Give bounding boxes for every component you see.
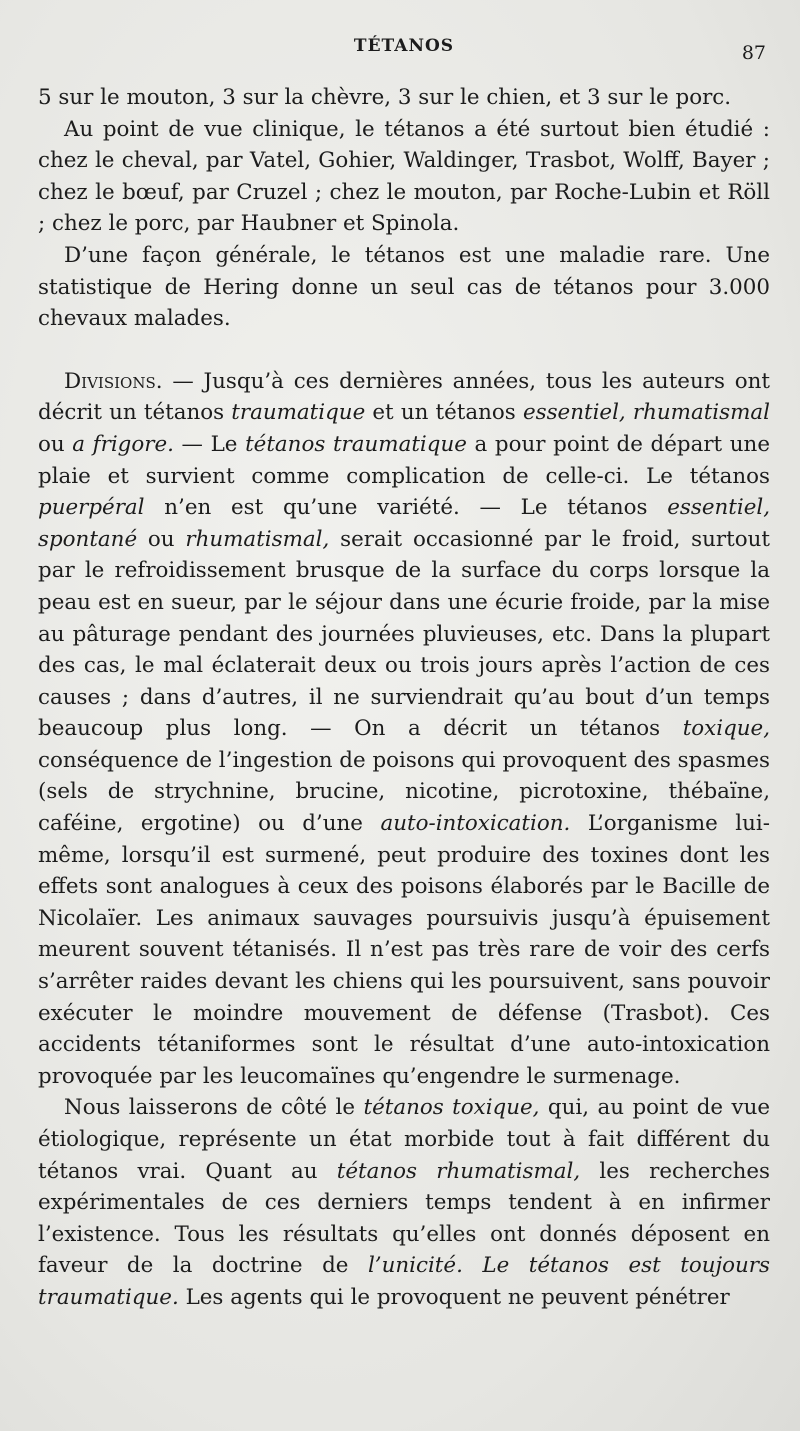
- text-run: L’organisme lui-même, lorsqu’il est surmené, peut produire des toxines dont les effets sont analogues à ceux des poisons élaborés par le Bacille de Nicolaïer. Les animaux sauvages poursuivis jusqu’à épuisement meurent souvent tétanisés. Il n’est pas très rare de voir des cerfs s’arrêter raides devant les chiens qui les poursuivent, sans pouvoir exécuter le moindre mouvement de défense (Trasbot). Ces accidents tétaniformes sont le résultat d’une auto-intoxication provoquée par les leucomaïnes qu’engendre le surmenage.: [38, 811, 770, 1089]
- running-title: TÉTANOS: [353, 36, 455, 56]
- text-run: et un tétanos: [365, 400, 523, 426]
- text-run: serait occasionné par le froid, surtout par le refroidissement brusque de la surface du corps lorsque la peau est en sueur, par le séjour dans une écurie froide, par la mise au pâturage pendant des journées pluvieuses, etc. Dans la plupart des cas, le mal éclaterait deux ou trois jours après l’action de ces causes ; dans d’autres, il ne surviendrait qu’au bout d’un temps beaucoup plus long. — On a décrit un tétanos: [38, 526, 770, 742]
- paragraph-divisions: [38, 366, 770, 1093]
- text-run: ou: [137, 526, 186, 552]
- italic-run: rhumatismal,: [185, 526, 330, 552]
- paragraph: [38, 114, 770, 240]
- text-run: Nous laisserons de côté le: [64, 1095, 364, 1121]
- paragraph: [38, 1092, 770, 1313]
- text-run: qui, au point de vue étiologique, représente un état morbide tout à fait différent du tétanos vrai. Quant au: [38, 1095, 771, 1184]
- text-run: Les agents qui le provoquent ne peuvent pénétrer: [178, 1284, 730, 1310]
- text-run: les recherches expérimentales de ces derniers temps tendent à en infirmer l’existence. Tous les résultats qu’elles ont donnés déposent en faveur de la doctrine de: [38, 1158, 771, 1279]
- page-number: 87: [741, 42, 766, 64]
- text-run: — Jusqu’à ces dernières années, tous les auteurs ont décrit un tétanos: [38, 368, 770, 426]
- italic-run: tétanos rhumatismal,: [336, 1158, 581, 1184]
- text-run: conséquence de l’ingestion de poisons qui provoquent des spasmes (sels de strychnine, brucine, nicotine, picrotoxine, thébaïne, caféine, ergotine) ou d’une: [38, 747, 770, 837]
- text-run: ou: [38, 431, 73, 457]
- paragraph: [38, 240, 770, 335]
- text-run: D’une façon générale, le tétanos est une maladie rare. Une statistique de Hering donne un seul cas de tétanos pour 3.000 chevaux malades.: [38, 242, 770, 332]
- italic-run: auto-intoxication.: [380, 811, 571, 837]
- italic-run: tétanos traumatique: [245, 431, 467, 457]
- text-run: — Le: [173, 431, 246, 457]
- italic-run: a frigore.: [72, 431, 174, 457]
- italic-run: essentiel, spontané: [38, 495, 770, 552]
- body-text: [38, 82, 770, 1314]
- paragraph: [38, 82, 770, 114]
- text-run: a pour point de départ une plaie et survient comme complication de celle-ci. Le tétanos: [38, 431, 770, 489]
- italic-run: traumatique: [231, 400, 366, 426]
- text-run: 5 sur le mouton, 3 sur la chèvre, 3 sur le chien, et 3 sur le porc.: [38, 85, 732, 110]
- italic-run: essentiel, rhumatismal: [522, 400, 770, 426]
- italic-run: l’unicité. Le tétanos est toujours traumatique.: [38, 1253, 771, 1310]
- italic-run: puerpéral: [38, 495, 145, 521]
- italic-run: tétanos toxique,: [363, 1095, 540, 1121]
- running-head: [38, 36, 770, 82]
- text-run: Au point de vue clinique, le tétanos a été surtout bien étudié : chez le cheval, par Vatel, Gohier, Waldinger, Trasbot, Wolff, Bayer ; chez le bœuf, par Cruzel ; chez le mouton, par Roche-Lubin et Röll ; chez le porc, par Haubner et Spinola.: [38, 116, 770, 237]
- italic-run: toxique,: [682, 716, 770, 742]
- text-run: n’en est qu’une variété. — Le tétanos: [144, 495, 668, 521]
- section-heading: Divisions.: [64, 368, 163, 394]
